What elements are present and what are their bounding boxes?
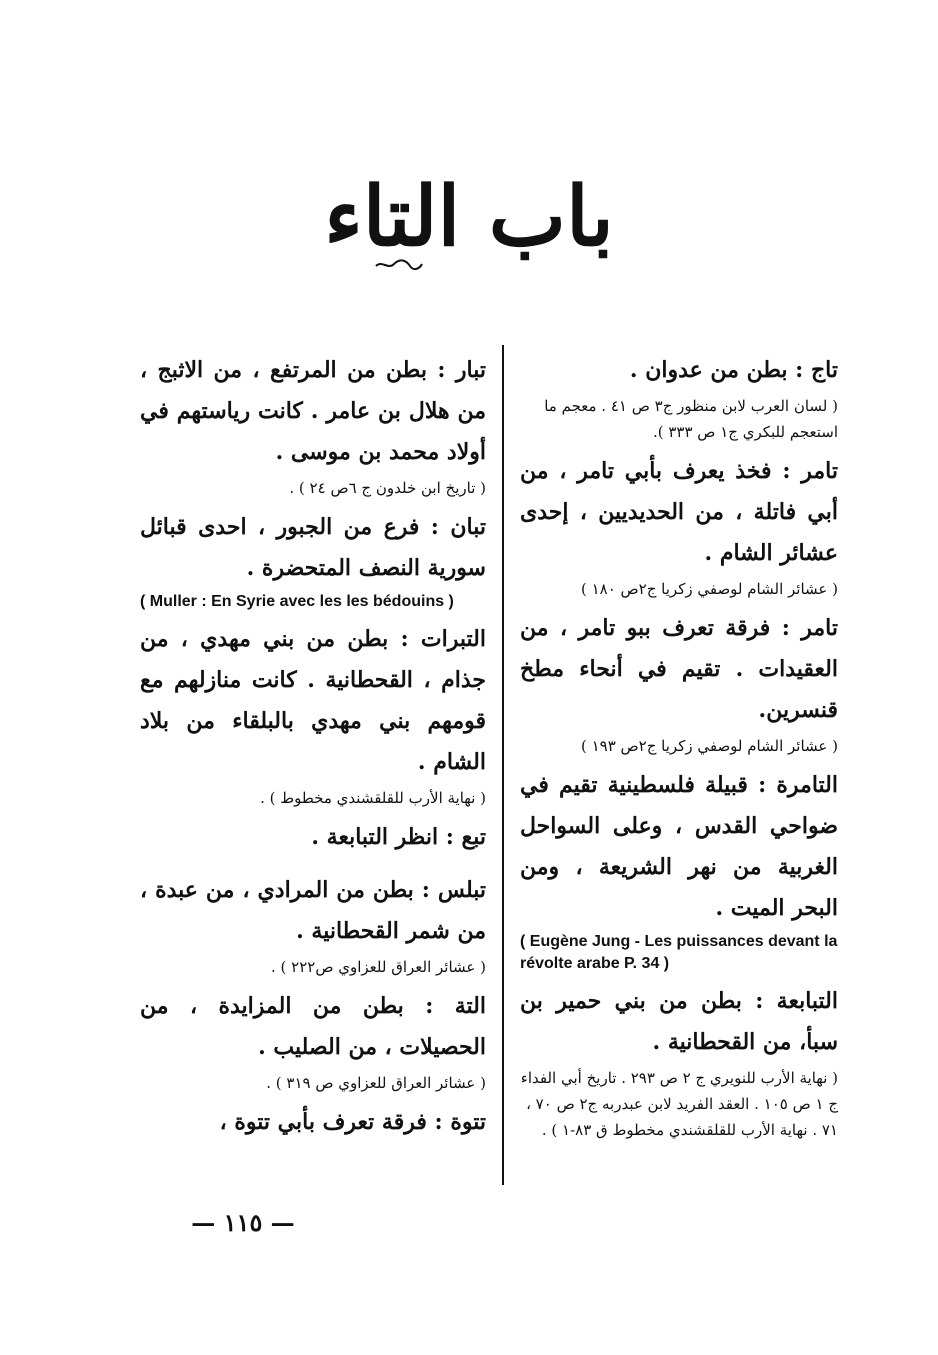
spacer: [140, 858, 486, 870]
right-column: [520, 350, 838, 1149]
entry-taj: تاج : بطن من عدوان .: [629, 357, 838, 383]
chapter-title: باب التاء: [324, 169, 614, 265]
entry-tablas-source: ( عشائر العراق للعزاوي ص٢٢٢ ) .: [271, 958, 486, 976]
left-column: [140, 350, 486, 1143]
ornament-flourish-icon: [374, 258, 424, 272]
entry-tablas: تبلس : بطن من المرادي ، من عبدة ، من شمر القحطانية .: [140, 877, 486, 944]
entry-tababiah-source: ( نهاية الأرب للنويري ج ٢ ص ٢٩٣ . تاريخ أبي الفداء ج ١ ص ١٠٥ . العقد الفريد لابن عبدربه ج٢ ص ٧٠ ، ٧١ . نهاية الأرب للقلقشندي مخطوط ق ٨٣-١ ) .: [520, 1069, 838, 1139]
entry-tabbar-source: ( تاريخ ابن خلدون ج ٦ص ٢٤ ) .: [289, 479, 486, 497]
entry-tamira-source: ( Eugène Jung - Les puissances devant la révolte arabe P. 34 ): [520, 933, 838, 972]
entry-tabbar: تبار : بطن من المرتفع ، من الاثبج ، من هلال بن عامر . كانت رياستهم في أولاد محمد بن موسى .: [140, 357, 486, 465]
entry-tamira: التامرة : قبيلة فلسطينية تقيم في ضواحي القدس ، وعلى السواحل الغربية من نهر الشريعة ، ومن البحر الميت .: [520, 772, 838, 921]
entry-tamir-1-source: ( عشائر الشام لوصفي زكريا ج٢ص ١٨٠ ): [580, 580, 838, 598]
entry-tamir-1: تامر : فخذ يعرف بأبي تامر ، من أبي فاتلة ، من الحديديين ، إحدى عشائر الشام .: [520, 458, 838, 566]
entry-taj-source: ( لسان العرب لابن منظور ج٣ ص ٤١ . معجم ما استعجم للبكري ج١ ص ٣٣٣ ).: [544, 397, 838, 441]
entry-tabrat-source: ( نهاية الأرب للقلقشندي مخطوط ) .: [260, 789, 486, 807]
entry-tabban: تبان : فرع من الجبور ، احدى قبائل سورية النصف المتحضرة .: [140, 514, 486, 581]
entry-tatta-source: ( عشائر العراق للعزاوي ص ٣١٩ ) .: [266, 1074, 486, 1092]
entry-tamir-2: تامر : فرقة تعرف ببو تامر ، من العقيدات . تقيم في أنحاء مطخ قنسرين.: [520, 615, 838, 723]
page-number: — ١١٥ —: [191, 1208, 295, 1237]
entry-tatwa: تتوة : فرقة تعرف بأبي تتوة ،: [219, 1109, 486, 1135]
column-divider: [502, 345, 504, 1185]
entry-tababiah: التبابعة : بطن من بني حمير بن سبأ، من القحطانية .: [520, 988, 838, 1055]
entry-tabi: تبع : انظر التبابعة .: [311, 824, 486, 850]
entry-tamir-2-source: ( عشائر الشام لوصفي زكريا ج٢ص ١٩٣ ): [580, 737, 838, 755]
entry-tatta: التة : بطن من المزايدة ، من الحصيلات ، من الصليب .: [140, 993, 486, 1060]
entry-tabrat: التبرات : بطن من بني مهدي ، من جذام ، القحطانية . كانت منازلهم مع قومهم بني مهدي بالبلقاء من بلاد الشام .: [140, 626, 486, 775]
entry-tabban-source: ( Muller : En Syrie avec les les bédouins ): [140, 593, 454, 610]
